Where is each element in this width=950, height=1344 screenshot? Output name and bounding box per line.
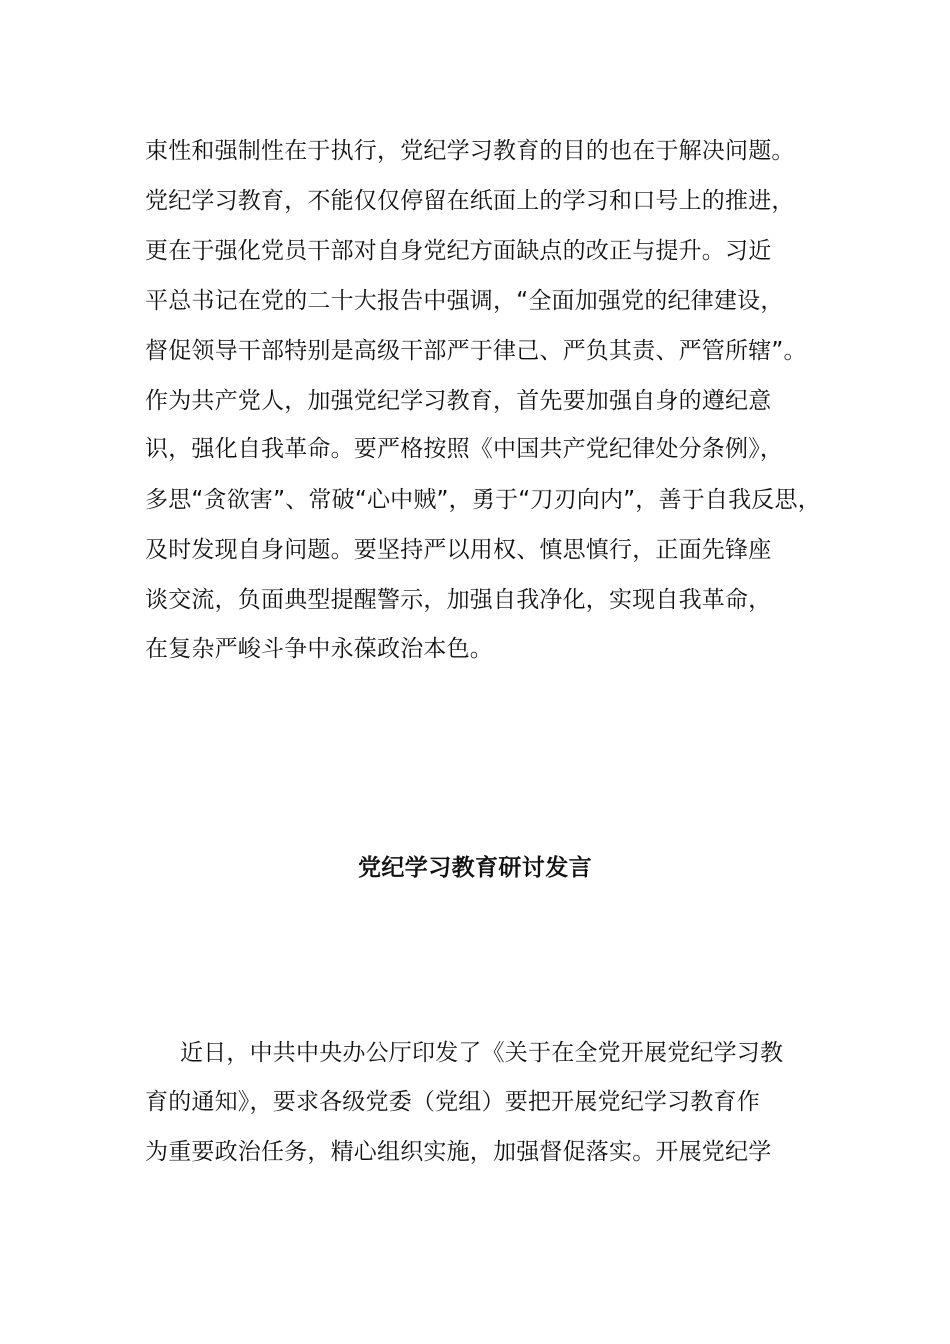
paragraph-line: 为重要政治任务，精心组织实施，加强督促落实。开展党纪学 [145,1139,772,1165]
paragraph-line: 在复杂严峻斗争中永葆政治本色。 [145,636,493,662]
paragraph-line: 平总书记在党的二十大报告中强调，“全面加强党的纪律建设， [145,288,784,314]
paragraph-line: 党纪学习教育，不能仅仅停留在纸面上的学习和口号上的推进， [145,188,795,214]
paragraph-line: 更在于强化党员干部对自身党纪方面缺点的改正与提升。习近 [145,238,772,264]
paragraph-line: 识，强化自我革命。要严格按照《中国共产党纪律处分条例》， [145,436,784,462]
paragraph-line: 及时发现自身问题。要坚持严以用权、慎思慎行，正面先锋座 [145,537,772,563]
paragraph-line: 束性和强制性在于执行，党纪学习教育的目的也在于解决问题。 [145,138,795,164]
paragraph-line: 谈交流，负面典型提醒警示，加强自我净化，实现自我革命， [145,587,772,613]
paragraph-line: 多思“贪欲害”、常破“心中贼”，勇于“刀刃向内”，善于自我反思， [145,487,821,513]
paragraph-line: 作为共产党人，加强党纪学习教育，首先要加强自身的遵纪意 [145,388,772,414]
paragraph-line: 育的通知》，要求各级党委（党组）要把开展党纪学习教育作 [145,1089,760,1115]
paragraph-line-indented: 近日，中共中央办公厅印发了《关于在全党开展党纪学习教 [180,1040,784,1066]
paragraph-line: 督促领导干部特别是高级干部严于律己、严负其责、严管所辖”。 [145,338,807,364]
section-title: 党纪学习教育研讨发言 [358,855,592,881]
